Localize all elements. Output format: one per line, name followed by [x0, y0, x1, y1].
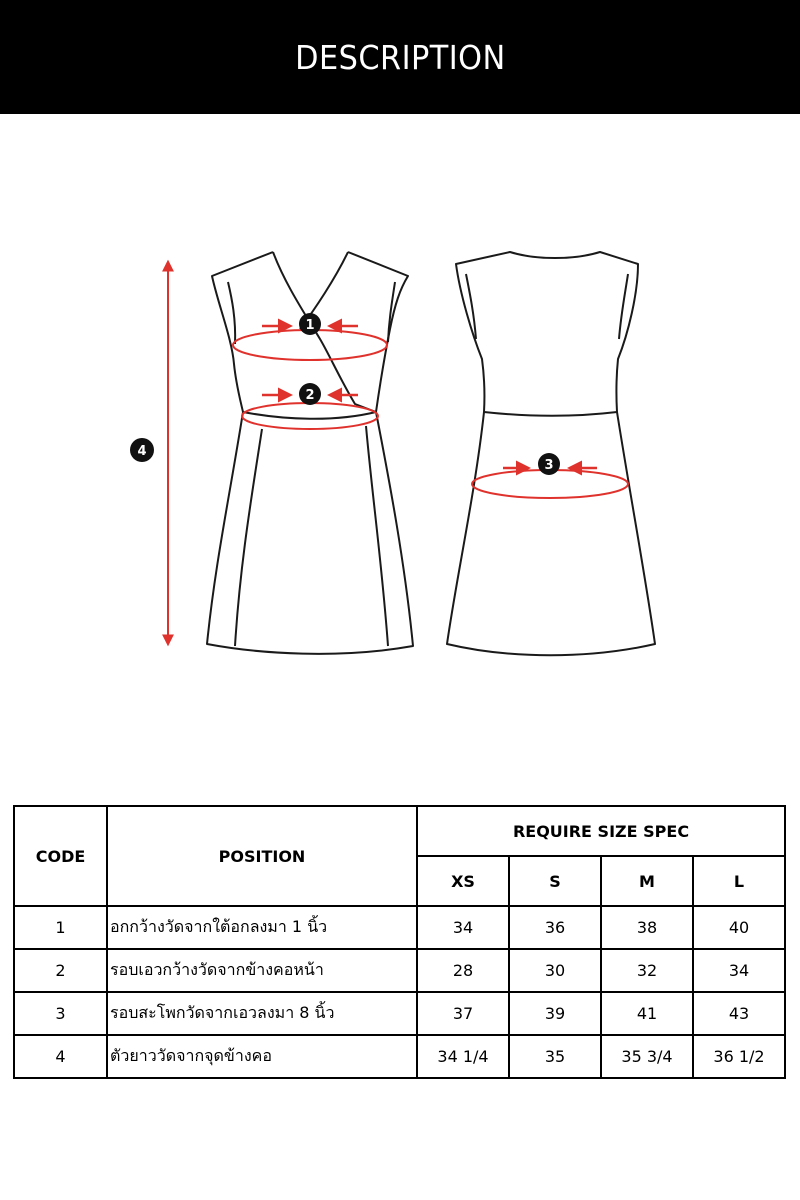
front-dress-outline: [207, 252, 413, 654]
size-spec-table: [13, 805, 786, 1079]
row-position: อกกว้างวัดจากใต้อกลงมา 1 นิ้ว: [107, 906, 417, 949]
marker-2: [299, 383, 321, 405]
header-bar: [0, 0, 800, 114]
row-code: 2: [14, 949, 107, 992]
table-row: [14, 906, 785, 949]
svg-text:3: 3: [544, 458, 554, 473]
row-value-m: 32: [601, 949, 693, 992]
row-value-l: 40: [693, 906, 785, 949]
row-code: 4: [14, 1035, 107, 1078]
row-value-xs: 37: [417, 992, 509, 1035]
row-code: 3: [14, 992, 107, 1035]
row-value-s: 36: [509, 906, 601, 949]
marker-1: [299, 313, 321, 335]
size-header-s: S: [509, 856, 601, 906]
svg-text:1: 1: [305, 318, 315, 333]
row-code: 1: [14, 906, 107, 949]
row-value-l: 43: [693, 992, 785, 1035]
table-row: [14, 1035, 785, 1078]
marker-3: [538, 453, 560, 475]
size-header-xs: XS: [417, 856, 509, 906]
size-header-l: L: [693, 856, 785, 906]
garment-diagram: [0, 114, 800, 754]
row-value-m: 41: [601, 992, 693, 1035]
row-value-l: 36 1/2: [693, 1035, 785, 1078]
svg-text:4: 4: [137, 444, 147, 459]
row-value-m: 35 3/4: [601, 1035, 693, 1078]
size-header-m: M: [601, 856, 693, 906]
row-value-xs: 34: [417, 906, 509, 949]
row-value-s: 30: [509, 949, 601, 992]
row-value-m: 38: [601, 906, 693, 949]
row-position: ตัวยาววัดจากจุดข้างคอ: [107, 1035, 417, 1078]
table-row: [14, 949, 785, 992]
row-position: รอบเอวกว้างวัดจากข้างคอหน้า: [107, 949, 417, 992]
page-title: DESCRIPTION: [294, 37, 506, 77]
position-header: POSITION: [107, 806, 417, 906]
svg-text:2: 2: [305, 388, 315, 403]
code-header: CODE: [14, 806, 107, 906]
row-value-s: 39: [509, 992, 601, 1035]
spec-group-header: REQUIRE SIZE SPEC: [417, 806, 785, 856]
marker-4: [130, 438, 154, 462]
row-value-xs: 28: [417, 949, 509, 992]
row-value-xs: 34 1/4: [417, 1035, 509, 1078]
row-value-s: 35: [509, 1035, 601, 1078]
row-value-l: 34: [693, 949, 785, 992]
row-position: รอบสะโพกวัดจากเอวลงมา 8 นิ้ว: [107, 992, 417, 1035]
table-row: [14, 992, 785, 1035]
